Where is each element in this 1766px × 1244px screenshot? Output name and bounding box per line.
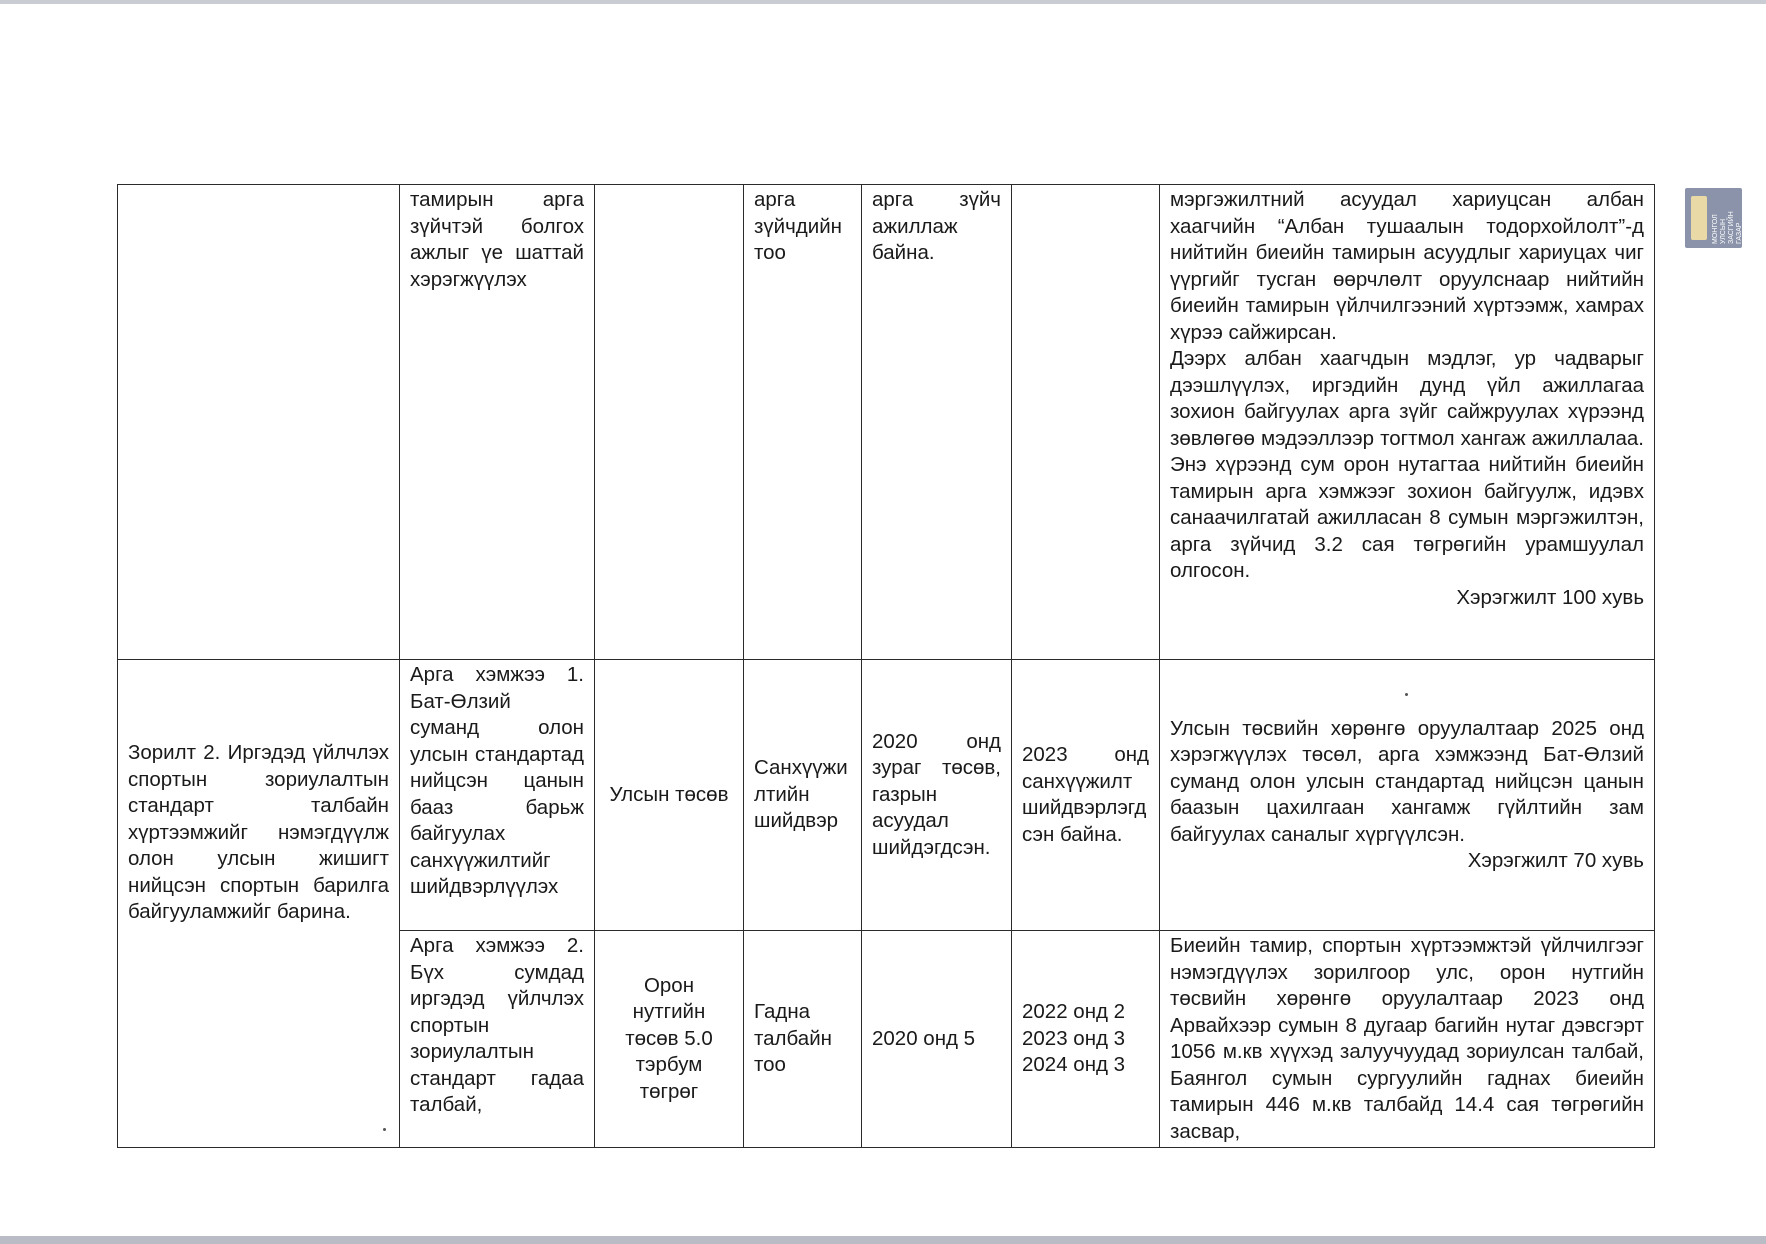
report-paragraph: Биеийн тамир, спортын хүртээмжтэй үйлчилгээг нэмэгдүүлэх зорилгоор улс, орон нутгийн төсвийн хөрөнгө оруулалтаар 2023 онд Арвайхээр сумын 8 дугаар багийн нутаг дэвсгэрт 1056 м.кв хүүхэд залуучуудад зориулсан талбай, Баянгол сумын сургуулийн гаднах биеийн тамирын 446 м.кв талбайд 14.4 сая төгрөгийн засвар, — [1170, 934, 1644, 1143]
funding-cell: Орон нутгийн төсөв 5.0 тэрбум төгрөг — [595, 931, 744, 1148]
report-cell — [1160, 185, 1655, 660]
report-cell — [1160, 660, 1655, 931]
completion-label: Хэрэгжилт 100 хувь — [1456, 585, 1644, 609]
baseline-cell: арга зүйч ажиллаж байна. — [862, 185, 1012, 660]
table-row — [118, 660, 1655, 931]
measure-cell: Арга хэмжээ 1. Бат-Өлзий суманд олон улсын стандартад нийцсэн цанын бааз барьж байгуулах санхүүжилтийг шийдвэрлүүлэх — [400, 660, 595, 931]
report-paragraph: Улсын төсвийн хөрөнгө оруулалтаар 2025 онд хэрэгжүүлэх төсөл, арга хэмжээнд Бат-Өлзий суманд олон улсын стандартад нийцсэн цанын баазын цахилгаан хангамж гүйлтийн зам байгуулах саналыг хүргүүлсэн. — [1170, 716, 1644, 846]
report-paragraph: мэргэжилтний асуудал хариуцсан албан хаагчийн “Албан тушаалын тодорхойлолт”-д нийтийн биеийн тамирын асуудлыг хариуцах чиг үүргийг тусган өөрчлөлт оруулснаар нийтийн биеийн тамирын үйлчилгээний хүртээмж, хамрах хүрээ сайжирсан. — [1170, 188, 1644, 344]
funding-cell — [595, 185, 744, 660]
target-cell: 2023 онд санхүүжилт шийдвэрлэгдсэн байна. — [1012, 660, 1160, 931]
baseline-cell: 2020 онд зураг төсөв, газрын асуудал шийдэгдсэн. — [862, 660, 1012, 931]
measure-cell: Арга хэмжээ 2. Бүх сумдад иргэдэд үйлчлэх спортын зориулалтын стандарт гадаа талбай, — [400, 931, 595, 1148]
report-paragraph: Дээрх албан хаагчдын мэдлэг, ур чадварыг дээшлүүлэх, иргэдийн дунд үйл ажиллагаа зохион байгуулах арга зүйг сайжруулах хүрээнд зөвлөгөө мэдээллээр тогтмол хангаж ажиллалаа. Энэ хүрээнд сум орон нутагтаа нийтийн биеийн тамирын арга хэмжээг зохион байгуулж, идэвх санаачилгатай ажилласан 8 сумын мэргэжилтэн, арга зүйчид 3.2 сая төгрөгийн урамшуулал олгосон. — [1170, 347, 1644, 582]
report-cell — [1160, 931, 1655, 1148]
measure-cell: тамирын арга зүйчтэй болгох ажлыг үе шаттай хэрэгжүүлэх — [400, 185, 595, 660]
target-cell — [1012, 931, 1160, 1148]
government-emblem-stamp — [1685, 188, 1742, 248]
scan-top-edge — [0, 0, 1766, 4]
target-line: 2024 онд 3 — [1022, 1053, 1126, 1077]
indicator-cell: Гадна талбайн тоо — [744, 931, 862, 1148]
scan-speck — [1405, 693, 1408, 696]
target-line: 2023 онд 3 — [1022, 1026, 1126, 1050]
target-cell — [1012, 185, 1160, 660]
emblem-text: МОНГОЛ УЛСЫН ЗАСГИЙН ГАЗАР — [1712, 211, 1743, 244]
target-line: 2022 онд 2 — [1022, 1000, 1126, 1024]
soyombo-icon — [1691, 196, 1707, 240]
indicator-cell: Санхүүжилтийн шийдвэр — [744, 660, 862, 931]
baseline-cell: 2020 онд 5 — [862, 931, 1012, 1148]
scan-bottom-edge — [0, 1236, 1766, 1244]
action-plan-table — [117, 184, 1655, 1148]
scan-speck — [383, 1128, 386, 1131]
goal-cell — [118, 185, 400, 660]
funding-cell: Улсын төсөв — [595, 660, 744, 931]
goal-cell: Зорилт 2. Иргэдэд үйлчлэх спортын зориулалтын стандарт талбайн хүртээмжийг нэмэгдүүлж олон улсын жишигт нийцсэн спортын барилга байгууламжийг барина. — [118, 660, 400, 1148]
completion-label: Хэрэгжилт 70 хувь — [1467, 849, 1644, 872]
table-row — [118, 185, 1655, 660]
indicator-cell: арга зүйчдийн тоо — [744, 185, 862, 660]
